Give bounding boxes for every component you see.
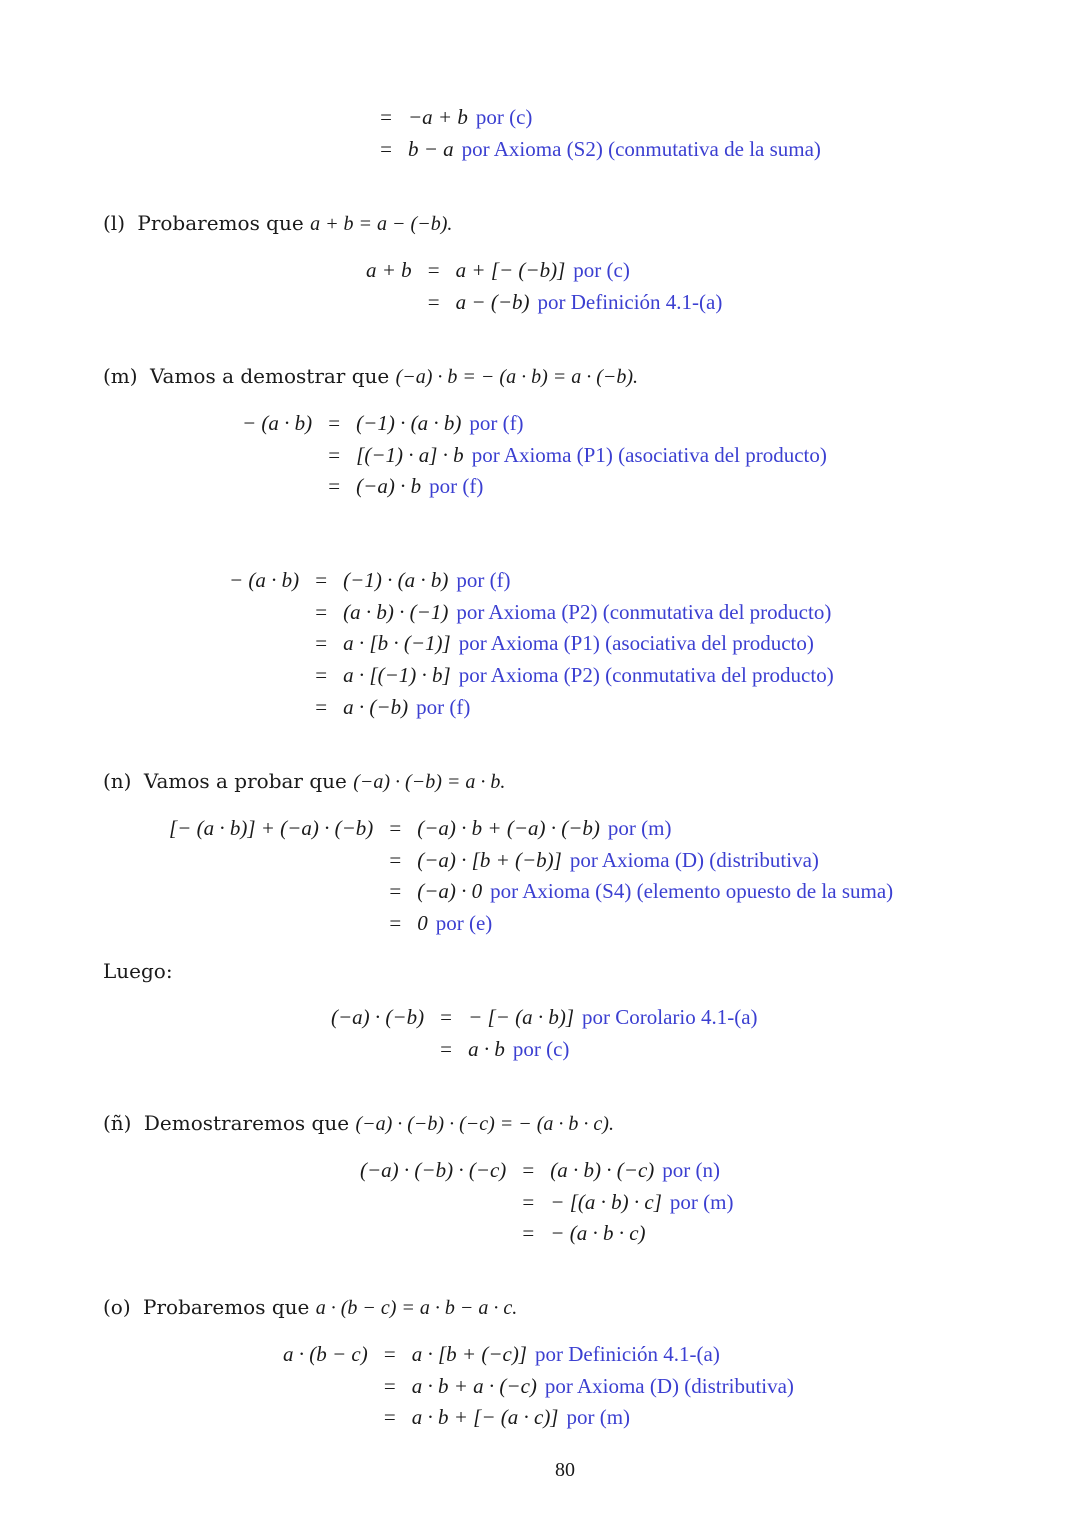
equation-row [242,440,827,472]
justification-text: por Axioma (P1) (asociativa del producto) [458,631,814,656]
justification-text: por (f) [456,568,511,592]
equation-expression: a − (−b) [455,289,530,314]
equals-sign: = [440,1036,452,1061]
equation-rhs [343,565,834,597]
justification-text: por Definición 4.1-(a) [534,1342,720,1366]
item-text: Demostraremos que [143,1111,350,1135]
item-math: (−a) · (−b) = a · b. [353,771,506,793]
equation-rhs [356,408,827,440]
equals-sign: = [328,442,341,467]
item-math: (−a) · b = − (a · b) = a · (−b). [395,366,639,388]
equals-sign: = [383,1342,396,1366]
item-math: a · (b − c) = a · b − a · c. [315,1297,518,1319]
equation-expression: (−a) · [b + (−b)] [417,847,562,872]
item-label: (o) [103,1295,131,1319]
equation-lhs [283,1371,368,1403]
equals-sign: = [383,1405,396,1430]
equation-row [283,1402,794,1434]
item-math: (−a) · (−b) · (−c) = − (a · b · c). [355,1113,614,1135]
equation-lhs [169,908,373,940]
justification-text: por (c) [573,258,630,282]
equation-lhs [360,1187,506,1219]
equals-sign: = [522,1221,535,1246]
equation-expression: [(−1) · a] · b [356,442,464,467]
justification-text: por Axioma (D) (distributiva) [569,847,819,872]
equation-lhs: [− (a · b)] + (−a) · (−b) [169,816,374,840]
item-enye-statement [103,1110,614,1137]
equation-row [283,1339,794,1371]
equation-rhs [417,908,893,940]
equation-row [366,287,722,319]
equation-lhs [360,1218,506,1250]
equals-sign: = [522,1189,535,1214]
equation-block-m-2 [229,565,834,724]
equation-lhs: a + b [366,258,412,282]
equation-expression: − (a · b · c) [550,1221,646,1246]
equation-rhs [417,845,893,877]
equation-row [331,1002,758,1034]
equals-sign: = [389,911,402,936]
justification-text: por Axioma (S4) (elemento opuesto de la suma) [490,879,894,904]
equation-row [229,597,834,629]
equation-rhs [468,1002,757,1034]
equals-sign: = [315,694,328,719]
equation-expression: 0 [417,911,428,936]
item-label: (ñ) [103,1111,132,1135]
equation-lhs [366,287,412,319]
equation-lhs [331,1034,424,1066]
equation-lhs [283,1402,368,1434]
equation-rhs [412,1402,794,1434]
justification-text: por (f) [469,411,524,435]
justification-text: por Axioma (P2) (conmutativa del producto) [458,663,834,688]
equation-rhs [550,1155,733,1187]
equation-expression: a · b [468,1036,505,1061]
equation-row [360,1187,733,1219]
item-text: Vamos a probar que [143,769,347,793]
equation-rhs [343,597,834,629]
equals-sign: = [315,599,328,624]
justification-text: por (e) [435,911,493,936]
luego-text: Luego: [103,959,173,983]
equation-lhs: − (a · b) [242,411,313,435]
equation-expression: (a · b) · (−1) [343,599,449,624]
item-l-statement [103,210,452,237]
equation-lhs [242,471,312,503]
equals-sign: = [328,411,341,435]
justification-text: por Corolario 4.1-(a) [582,1005,758,1029]
item-o-statement [103,1294,517,1321]
equation-block-m-1 [242,408,827,503]
equation-expression: a · [b · (−1)] [343,631,451,656]
item-text: Probaremos que [143,1295,310,1319]
equals-sign: = [315,663,328,688]
equation-expression: a · [(−1) · b] [343,663,451,688]
equation-row [364,134,821,166]
equation-rhs [408,102,821,134]
equation-block-n-2 [331,1002,758,1065]
equation-expression: − [− (a · b)] [468,1005,575,1029]
equation-lhs [229,692,299,724]
equation-rhs [343,692,834,724]
equation-lhs [229,628,299,660]
equation-row [169,908,893,940]
equation-rhs [468,1034,757,1066]
item-m-statement [103,363,638,390]
justification-text: por (n) [662,1158,720,1182]
equation-lhs [169,845,373,877]
equation-lhs: − (a · b) [229,568,300,592]
equals-sign: = [315,631,328,656]
equation-row [169,813,893,845]
equation-expression: (−1) · (a · b) [343,568,449,592]
equals-sign: = [380,136,392,161]
equation-expression: (−1) · (a · b) [356,411,462,435]
equation-row [331,1034,758,1066]
equation-expression: (−a) · 0 [417,879,483,904]
equation-lhs: a · (b − c) [283,1342,368,1366]
justification-text: por Axioma (P1) (asociativa del producto) [471,442,827,467]
equation-expression: a · (−b) [343,694,409,719]
item-math: a + b = a − (−b). [310,213,453,235]
equals-sign: = [380,105,392,129]
equation-lhs [242,440,312,472]
justification-text: por Axioma (S2) (conmutativa de la suma) [461,136,821,161]
item-label: (m) [103,364,138,388]
equation-expression: b − a [408,136,454,161]
equals-sign: = [389,816,402,840]
equation-lhs: (−a) · (−b) [331,1005,425,1029]
item-text: Vamos a demostrar que [149,364,390,388]
equation-rhs [550,1187,733,1219]
equals-sign: = [389,879,402,904]
justification-text: por (f) [429,474,484,499]
equation-lhs [229,597,299,629]
equation-rhs [412,1371,794,1403]
equation-expression: (−a) · b [356,474,422,499]
equation-row [169,876,893,908]
equation-expression: (−a) · b + (−a) · (−b) [417,816,600,840]
equation-rhs [412,1339,794,1371]
equals-sign: = [427,258,440,282]
equation-lhs: (−a) · (−b) · (−c) [360,1158,507,1182]
justification-text: por (m) [566,1405,631,1430]
justification-text: por Axioma (D) (distributiva) [544,1373,794,1398]
equation-rhs [456,287,723,319]
justification-text: por (f) [416,694,471,719]
equation-block-k-continued [364,102,821,165]
item-n-statement [103,768,505,795]
equation-rhs [417,876,893,908]
equation-block-l [366,255,722,318]
equation-row [229,565,834,597]
equation-row [229,692,834,724]
equation-row [366,255,722,287]
equation-rhs [417,813,893,845]
equals-sign: = [522,1158,535,1182]
equation-block-enye [360,1155,733,1250]
equation-lhs [229,660,299,692]
equation-row [283,1371,794,1403]
equation-rhs [356,471,827,503]
justification-text: por (m) [669,1189,734,1214]
item-label: (l) [103,211,126,235]
justification-text: por (c) [475,105,533,129]
equals-sign: = [389,847,402,872]
equation-rhs [550,1218,733,1250]
justification-text: por (c) [512,1036,570,1061]
equation-row [242,408,827,440]
equals-sign: = [440,1005,452,1029]
equation-expression: a · [b + (−c)] [411,1342,527,1366]
equation-lhs [169,876,373,908]
equals-sign: = [328,474,341,499]
equation-expression: − [(a · b) · c] [550,1189,662,1214]
equation-row [360,1155,733,1187]
equation-row [360,1218,733,1250]
equation-expression: a · b + a · (−c) [411,1373,537,1398]
equation-rhs [356,440,827,472]
equation-expression: −a + b [408,105,468,129]
equation-row [364,102,821,134]
equation-rhs [456,255,723,287]
equation-row [229,628,834,660]
equation-block-o [283,1339,794,1434]
justification-text: por (m) [607,816,672,840]
equals-sign: = [383,1373,396,1398]
equation-rhs [408,134,821,166]
equals-sign: = [427,289,440,314]
equation-expression: a + [− (−b)] [455,258,566,282]
equation-block-n-1 [169,813,893,940]
item-label: (n) [103,769,132,793]
page-number: 80 [555,1459,575,1481]
item-text: Probaremos que [137,211,304,235]
equation-expression: (a · b) · (−c) [550,1158,655,1182]
justification-text: por Definición 4.1-(a) [537,289,723,314]
equals-sign: = [315,568,328,592]
equation-row [229,660,834,692]
equation-expression: a · b + [− (a · c)] [411,1405,559,1430]
equation-rhs [343,628,834,660]
equation-rhs [343,660,834,692]
equation-row [169,845,893,877]
equation-row [242,471,827,503]
justification-text: por Axioma (P2) (conmutativa del producto) [456,599,832,624]
